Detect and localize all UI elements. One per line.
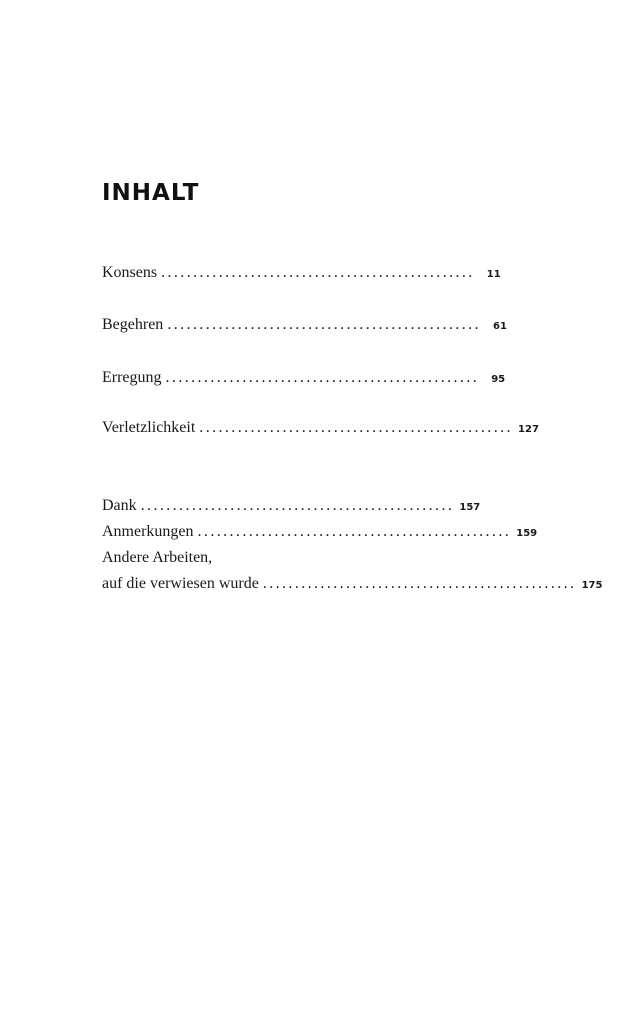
toc-entry-page: 95 (491, 374, 506, 385)
dot-leader: ................................................. (167, 316, 481, 333)
toc-entry-label: auf die verwiesen wurde (102, 575, 259, 592)
toc-entry-begehren (102, 312, 507, 340)
toc-entry-label: Dank (102, 497, 137, 514)
toc-entry-page: 127 (518, 424, 539, 435)
toc-entry-label: Konsens (102, 264, 158, 281)
page-title: INHALT (102, 180, 200, 206)
dot-leader: ................................................. (199, 419, 513, 436)
toc-entry-label: Verletzlichkeit (102, 419, 196, 436)
toc-entry-andere-line1: Andere Arbeiten, (102, 549, 213, 566)
toc-entry-erregung (102, 365, 506, 393)
dot-leader: ................................................. (262, 575, 577, 592)
toc-entry-page: 11 (486, 269, 501, 280)
dot-leader: ................................................. (197, 523, 512, 540)
toc-entry-label: Begehren (102, 316, 164, 333)
toc-entry-page: 61 (493, 321, 507, 332)
dot-leader: ................................................. (161, 264, 475, 281)
toc-entry-page: 159 (516, 528, 538, 539)
toc-entry-konsens (102, 260, 501, 288)
dot-leader: ................................................. (140, 497, 455, 514)
toc-entry-label: Anmerkungen (102, 523, 194, 540)
toc-entry-label: Erregung (102, 369, 162, 386)
toc-entry-page: 157 (459, 502, 481, 513)
toc-entry-verletzlichkeit (102, 415, 539, 443)
toc-entry-andere-arbeiten (102, 571, 603, 599)
toc-entry-page: 175 (581, 580, 603, 591)
dot-leader: ................................................. (165, 369, 480, 386)
toc-entry-dank (102, 493, 481, 521)
toc-entry-anmerkungen (102, 519, 538, 547)
